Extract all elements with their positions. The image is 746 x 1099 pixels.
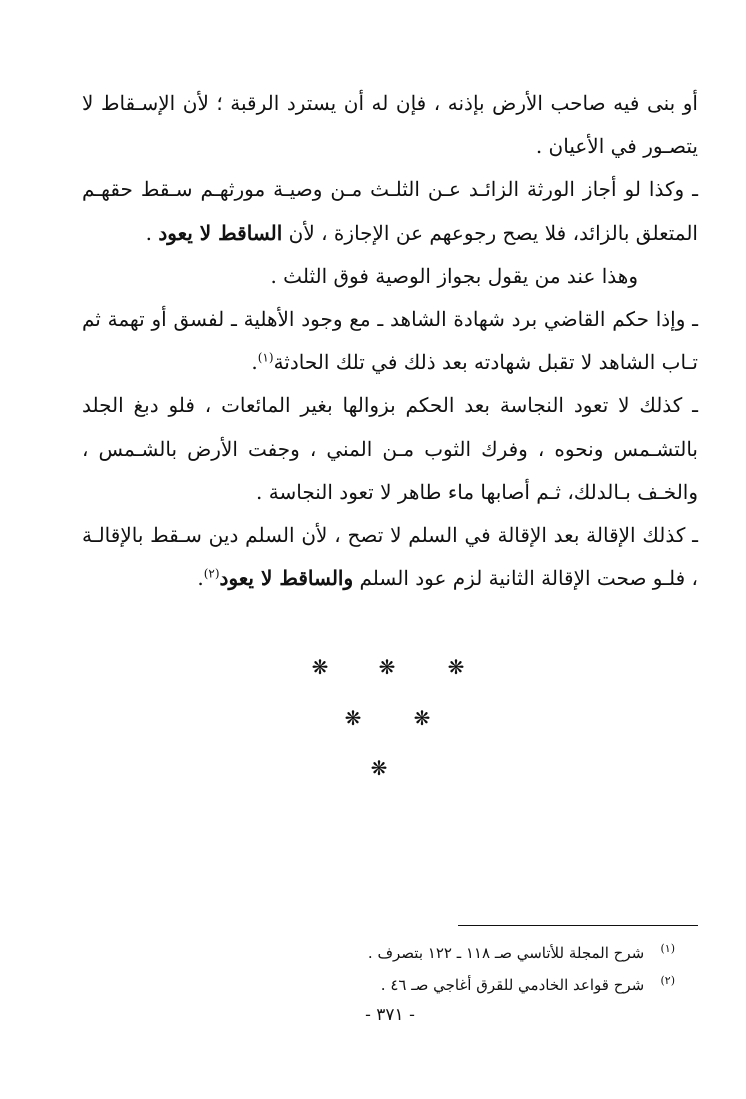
footnote-text: شرح المجلة للأتاسي صـ ١١٨ ـ ١٢٢ بتصرف . <box>367 944 645 962</box>
maxim-highlight: الساقط لا يعود <box>158 220 283 245</box>
paragraph-5: ـ كذلك لا تعود النجاسة بعد الحكم بزوالها بغير المائعات ، فلو دبغ الجلد بالتشـمس ونحوه ، وفرك الثوب مـن المني ، وجفت الأرض بالشـمس ، والخـف بـالدلك، ثـم أصابها ماء طاهر لا تعود النجاسة . <box>82 393 698 504</box>
footnote-number: (٢) <box>660 974 675 987</box>
footnote-divider <box>458 925 698 926</box>
maxim-highlight: والساقط لا يعود <box>219 566 354 591</box>
footnotes <box>300 935 675 999</box>
paragraph-3: وهذا عند من يقول بجواز الوصية فوق الثلث . <box>270 263 638 288</box>
paragraph-6: ـ كذلك الإقالة بعد الإقالة في السلم لا تصح ، لأن السلم دين سـقط بالإقالـة ، فلـو صحت الإقالة الثانية لزم عود السلم والساقط لا يعود$^{(٢)}$. <box>82 523 698 591</box>
star-ornament-icon: ❋ <box>413 706 431 730</box>
footnote-number: (١) <box>660 942 675 955</box>
star-ornament-icon: ❋ <box>311 655 329 679</box>
footnote-text: شرح قواعد الخادمي للقرق أغاجي صـ ٤٦ . <box>380 976 645 994</box>
footnote-ref-2: (٢) <box>203 566 220 581</box>
footnote-1 <box>300 935 675 967</box>
star-ornament-icon: ❋ <box>378 655 396 679</box>
star-ornament-icon: ❋ <box>370 756 388 780</box>
paragraph-4: ـ وإذا حكم القاضي برد شهادة الشاهد ـ مع وجود الأهلية ـ لفسق أو تهمة ثم تـاب الشاهد لا تقبل شهادته بعد ذلك في تلك الحادثة$^{(١)}$. <box>82 307 698 375</box>
footnote-ref-1: (١) <box>257 350 274 365</box>
main-text <box>82 82 698 600</box>
footnote-2 <box>300 967 675 999</box>
star-ornament-icon: ❋ <box>447 655 465 679</box>
page-number: - ٣٧١ - <box>365 1005 415 1025</box>
paragraph-1: أو بنى فيه صاحب الأرض بإذنه ، فإن له أن يسترد الرقبة ؛ لأن الإسـقاط لا يتصـور في الأعيان . <box>82 91 698 159</box>
paragraph-2: ـ وكذا لو أجاز الورثة الزائـد عـن الثلـث مـن وصيـة مورثهـم سـقط حقهـم المتعلق بالزائد، فلا يصح رجوعهم عن الإجازة ، لأن الساقط لا يعود . <box>82 177 698 245</box>
star-ornament-icon: ❋ <box>344 706 362 730</box>
